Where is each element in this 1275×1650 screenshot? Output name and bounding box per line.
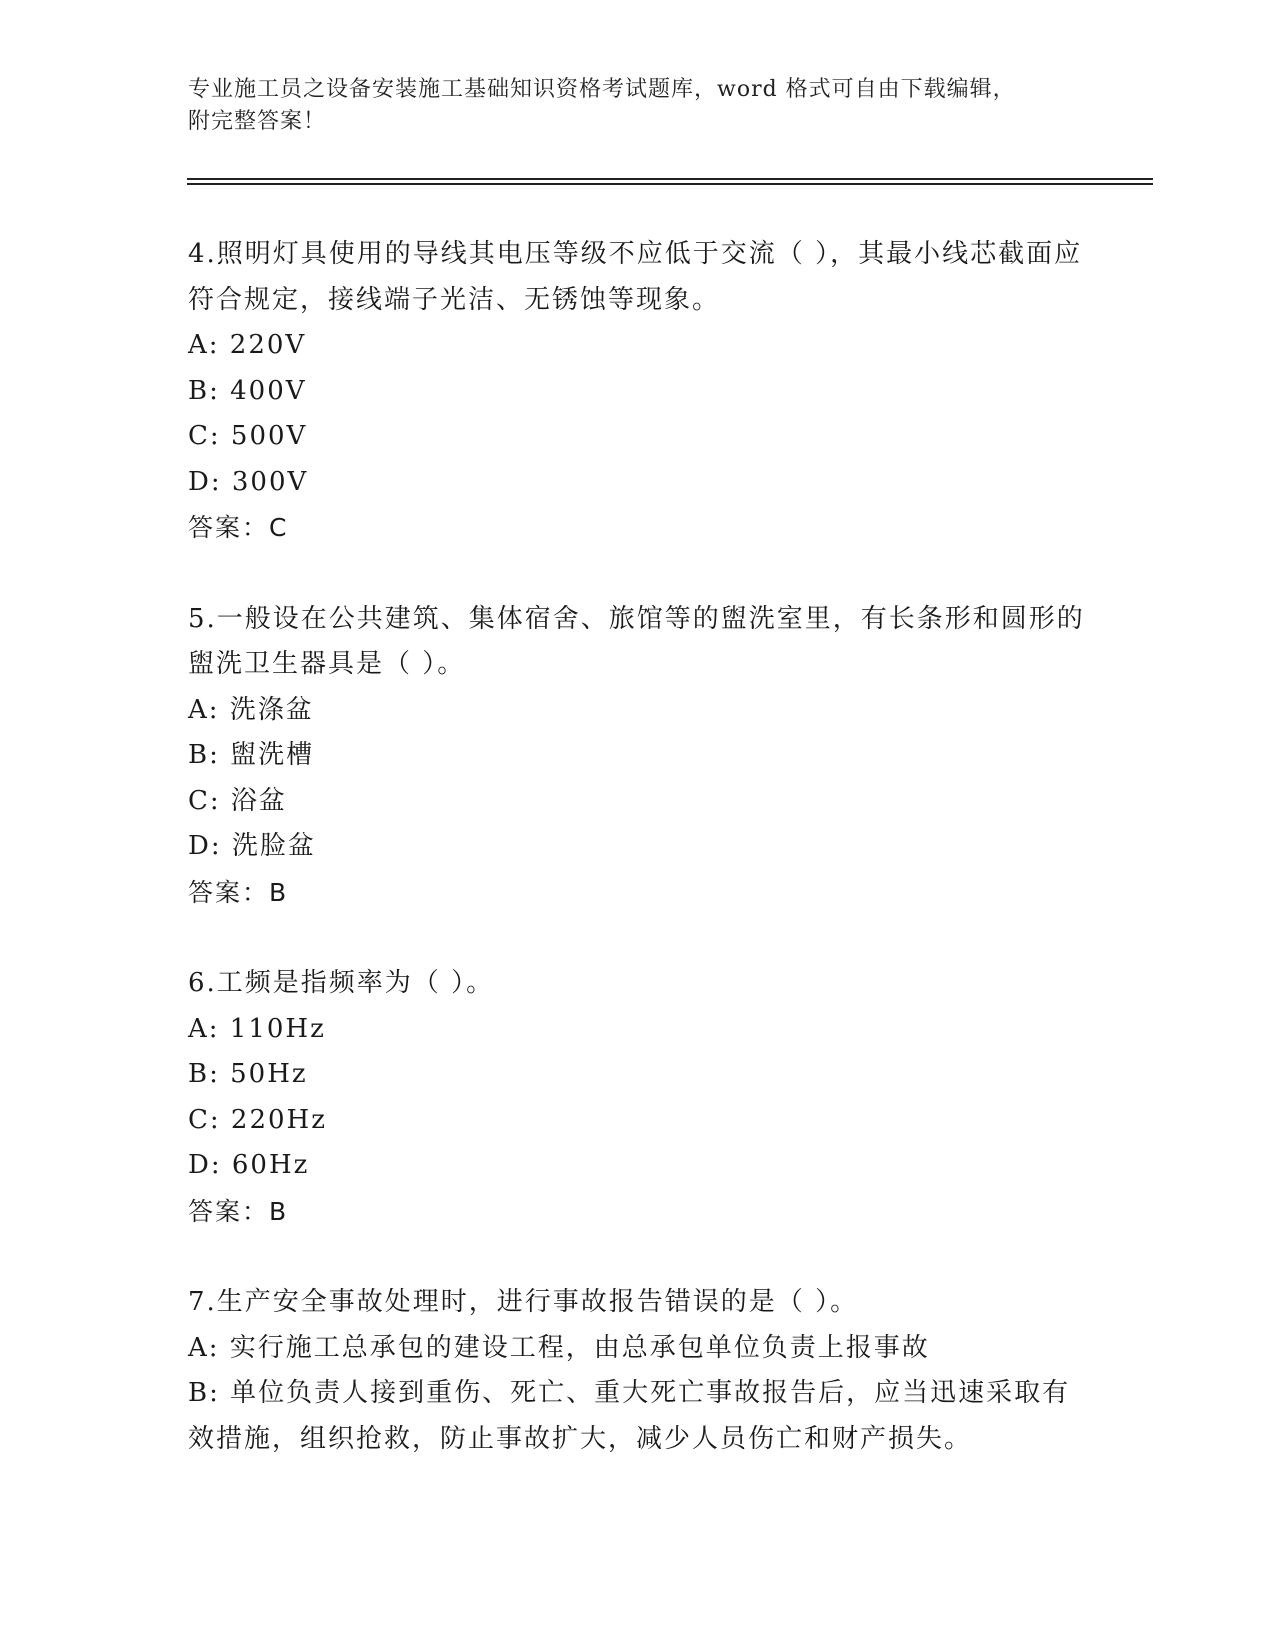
option-c: C: 500V (188, 421, 308, 451)
header-line-1: 专业施工员之设备安装施工基础知识资格考试题库，word 格式可自由下载编辑， (188, 77, 1016, 102)
option-b: B: 盥洗槽 (188, 740, 315, 770)
option-b: B: 50Hz (188, 1059, 308, 1089)
question-stem: 4.照明灯具使用的导线其电压等级不应低于交流（ ），其最小线芯截面应符合规定，接线端子光洁、无锈蚀等现象。 (188, 239, 1083, 315)
option-c: C: 220Hz (188, 1104, 327, 1135)
question-stem: 5.一般设在公共建筑、集体宿舍、旅馆等的盥洗室里，有长条形和圆形的盥洗卫生器具是（ ）。 (188, 603, 1085, 679)
question-6 (188, 961, 1088, 1234)
option-a: A: 220V (188, 330, 307, 360)
option-d: D: 300V (188, 466, 309, 497)
question-stem: 6.工频是指频率为（ ）。 (188, 968, 495, 998)
option-d: D: 洗脸盆 (188, 831, 316, 861)
document-header (188, 74, 1088, 138)
option-d: D: 60Hz (188, 1150, 310, 1180)
option-c: C: 浴盆 (188, 785, 287, 816)
question-5 (188, 597, 1088, 916)
option-a: A: 实行施工总承包的建设工程，由总承包单位负责上报事故 (188, 1332, 930, 1363)
option-b: B: 单位负责人接到重伤、死亡、重大死亡事故报告后，应当迅速采取有效措施，组织抢救，防止事故扩大，减少人员伤亡和财产损失。 (188, 1378, 1071, 1454)
header-rule-top (187, 178, 1153, 180)
option-a: A: 洗涤盆 (188, 694, 314, 725)
answer: 答案：C (188, 513, 289, 542)
answer: 答案：B (188, 877, 289, 907)
question-4 (188, 232, 1088, 551)
answer: 答案：B (188, 1196, 289, 1226)
question-list (188, 232, 1088, 1508)
header-line-2: 附完整答案！ (188, 109, 327, 134)
question-stem: 7.生产安全事故处理时，进行事故报告错误的是（ ）。 (188, 1287, 859, 1317)
option-b: B: 400V (188, 375, 307, 406)
question-7 (188, 1280, 1088, 1462)
option-a: A: 110Hz (188, 1013, 326, 1044)
header-rule-bottom (187, 183, 1153, 185)
